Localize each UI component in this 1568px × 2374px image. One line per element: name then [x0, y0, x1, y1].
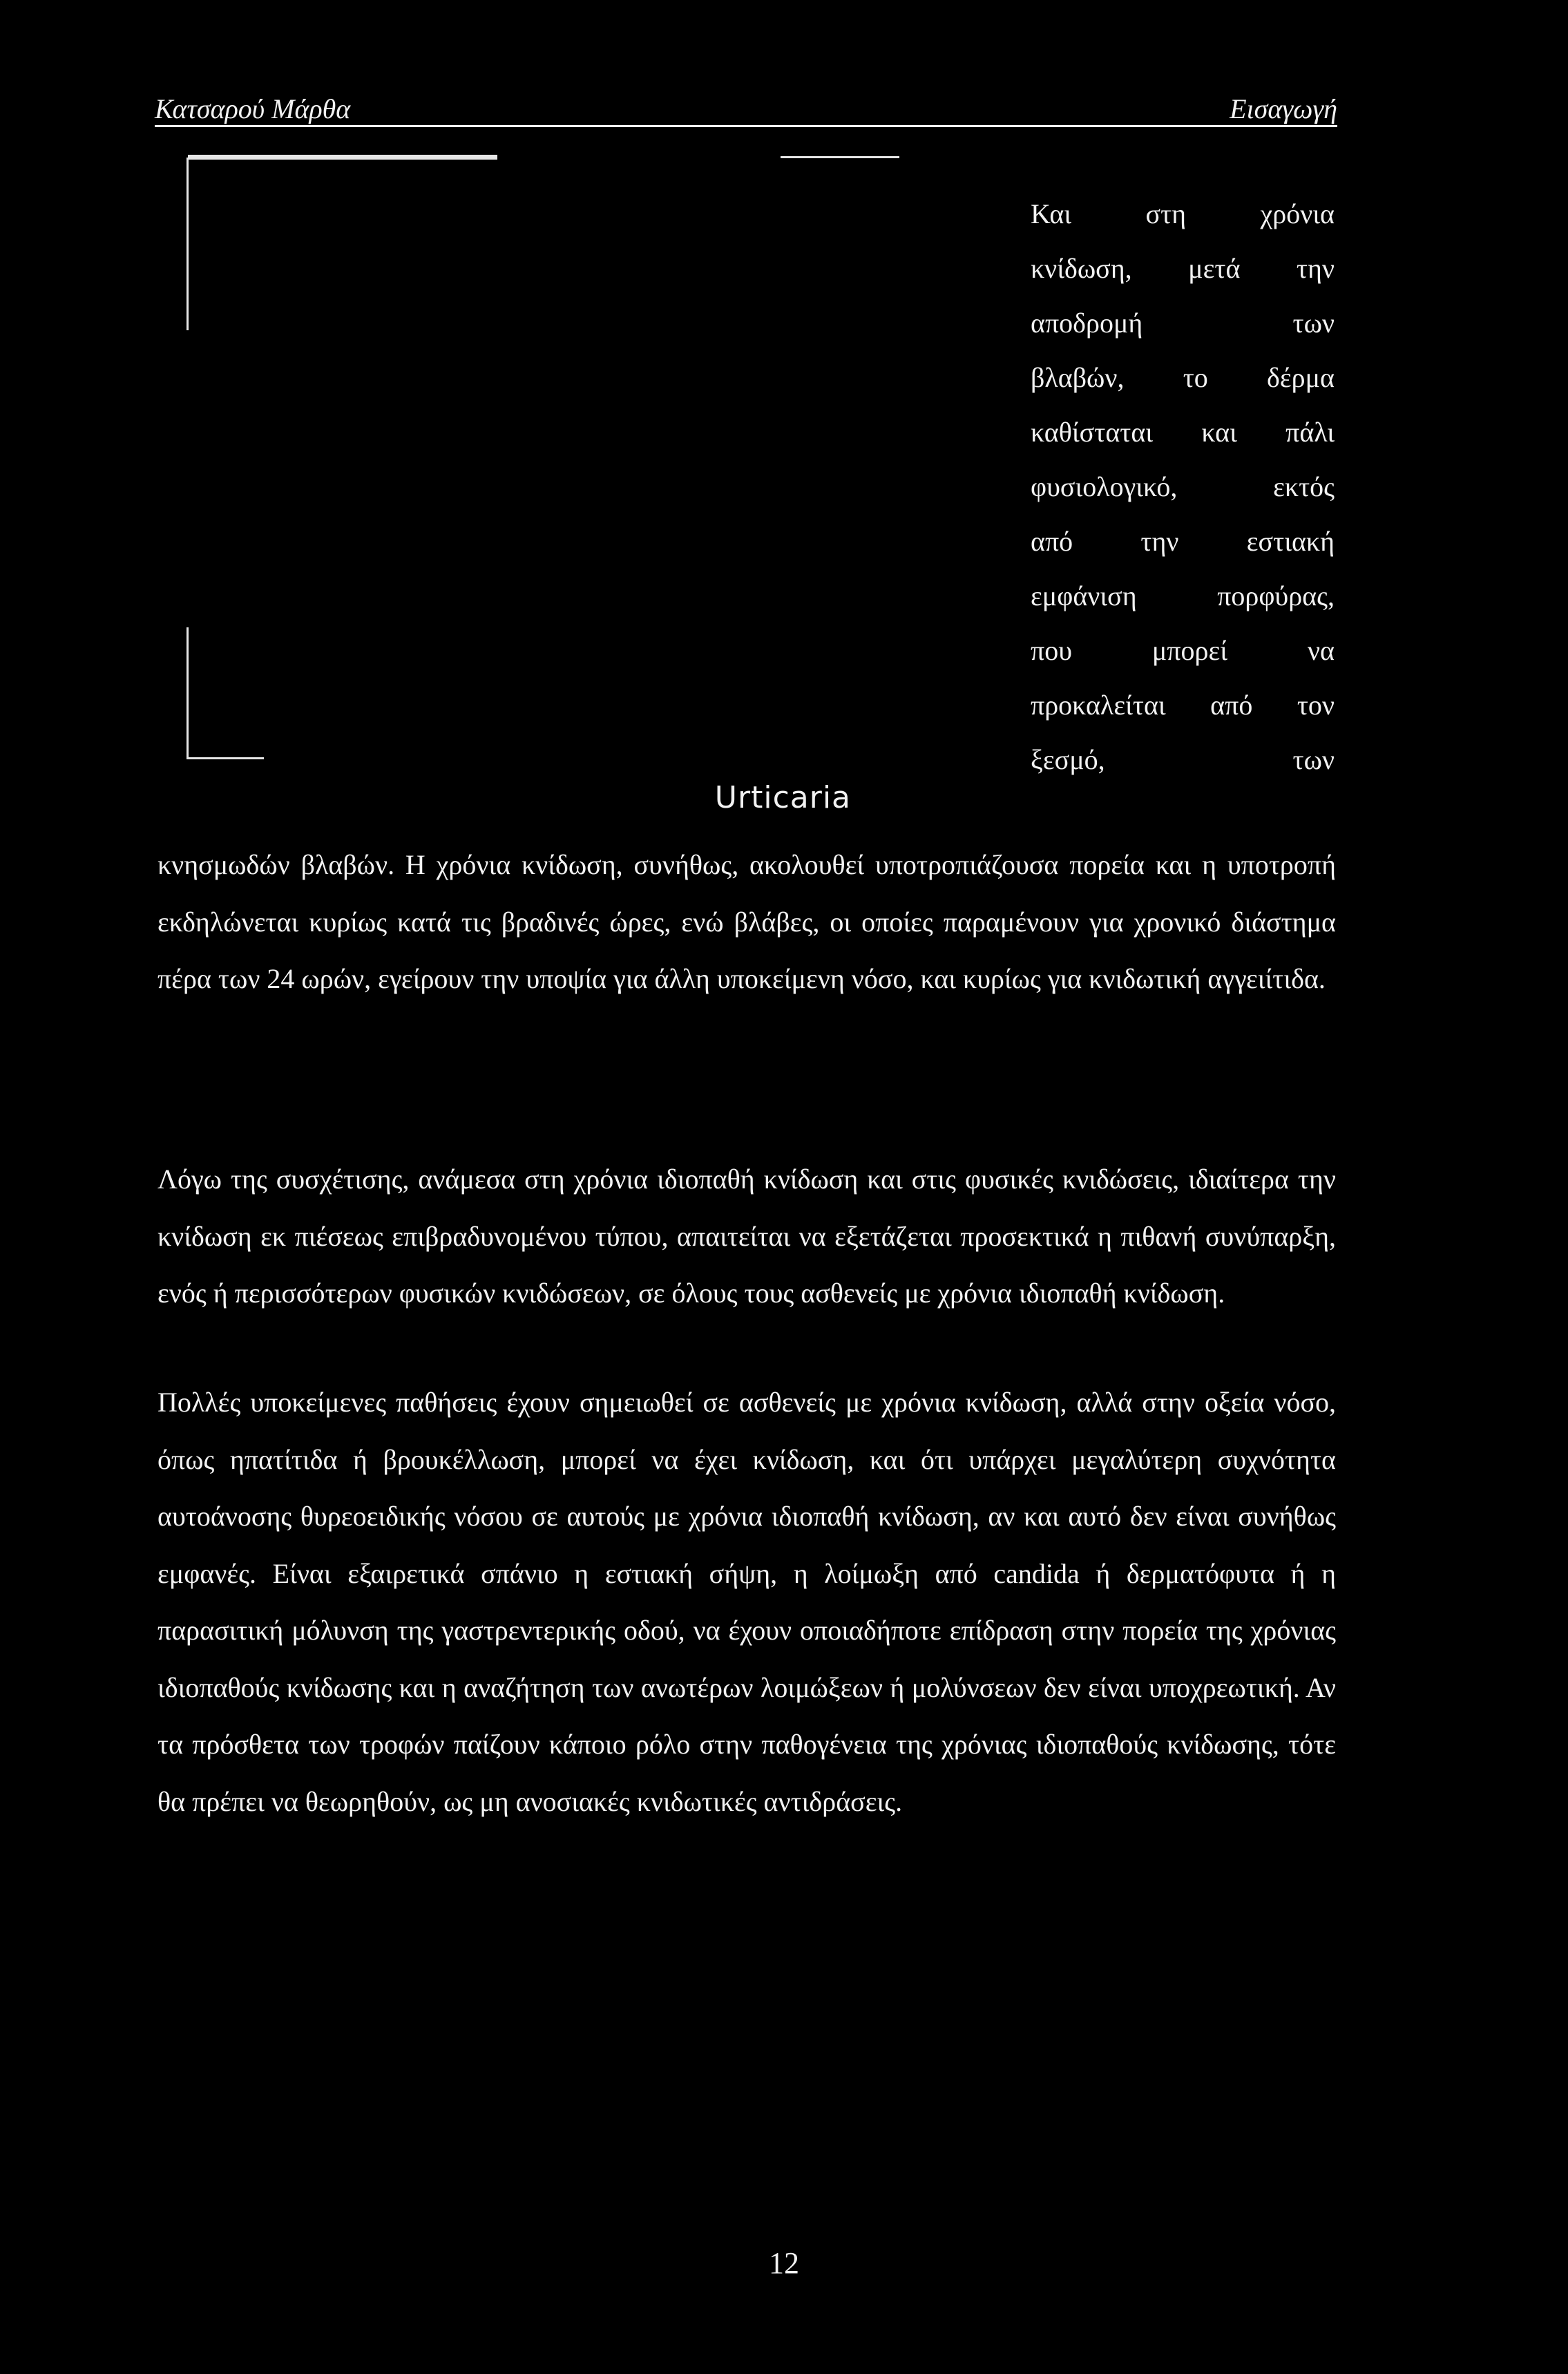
header-rule: [155, 125, 1337, 127]
body-paragraph-2: [157, 1151, 1336, 1322]
paragraph-text: Λόγω της συσχέτισης, ανάμεσα στη χρόνια ιδιοπαθή κνίδωση και στις φυσικές κνιδώσεις, ιδιαίτερα την κνίδωση εκ πιέσεως επιβραδυνομένου τύπου, απαιτείται να εξετάζεται προσεκτικά η πιθανή συνύπαρξη, ενός ή περισσότερων φυσικών κνιδώσεων, σε όλους τους ασθενείς με χρόνια ιδιοπαθή κνίδωση.: [157, 1164, 1336, 1309]
figure-left-rule-upper: [187, 158, 189, 330]
page-number: 12: [769, 2246, 799, 2280]
body-paragraph-3: [157, 1374, 1336, 1830]
side-line: ξεσμό, των: [1031, 744, 1335, 775]
figure-bottom-rule: [187, 757, 264, 759]
side-line: προκαλείται από τον: [1031, 690, 1335, 721]
running-header: [155, 88, 1337, 130]
side-line: από την εστιακή: [1031, 526, 1335, 557]
figure-left-rule-lower: [187, 627, 189, 759]
paragraph-text: κνησμωδών βλαβών. Η χρόνια κνίδωση, συνήθως, ακολουθεί υποτροπιάζουσα πορεία και η υποτροπή εκδηλώνεται κυρίως κατά τις βραδινές ώρες, ενώ βλάβες, οι οποίες παραμένουν για χρονικό διάστημα πέρα των 24 ωρών, εγείρουν την υποψία για άλλη υποκείμενη νόσο, και κυρίως για κνιδωτική αγγειίτιδα.: [157, 849, 1336, 994]
paragraph-text: Πολλές υποκείμενες παθήσεις έχουν σημειωθεί σε ασθενείς με χρόνια κνίδωση, αλλά στην οξεία νόσο, όπως ηπατίτιδα ή βρουκέλλωση, μπορεί να έχει κνίδωση, και ότι υπάρχει μεγαλύτερη συχνότητα αυτοάνοσης θυρεοειδικής νόσου σε αυτούς με χρόνια ιδιοπαθή κνίδωση, αν και αυτό δεν είναι συνήθως εμφανές. Είναι εξαιρετικά σπάνιο η εστιακή σήψη, η λοίμωξη από candida ή δερματόφυτα ή η παρασιτική μόλυνση της γαστρεντερικής οδού, να έχουν οποιαδήποτε επίδραση στην πορεία της χρόνιας ιδιοπαθούς κνίδωσης και η αναζήτηση των ανωτέρων λοιμώξεων ή μολύνσεων δεν είναι υποχρεωτική. Αν τα πρόσθετα των τροφών παίζουν κάποιο ρόλο στην παθογένεια της χρόνιας ιδιοπαθούς κνίδωσης, τότε θα πρέπει να θεωρηθούν, ως μη ανοσιακές κνιδωτικές αντιδράσεις.: [157, 1387, 1336, 1817]
side-line: που μπορεί να: [1031, 635, 1335, 666]
side-text-column: [1031, 187, 1335, 787]
side-line: φυσιολογικό, εκτός: [1031, 471, 1335, 502]
side-line: εμφάνιση πορφύρας,: [1031, 580, 1335, 611]
side-line: Και στη χρόνια: [1031, 198, 1335, 229]
figure-caption: Urticaria: [714, 780, 851, 815]
header-author: Κατσαρού Μάρθα: [155, 93, 351, 124]
figure-top-rule-left: [188, 155, 497, 160]
side-line: καθίσταται και πάλι: [1031, 417, 1335, 448]
side-line: αποδρομή των: [1031, 307, 1335, 339]
header-section: Εισαγωγή: [1230, 93, 1337, 124]
side-line: κνίδωση, μετά την: [1031, 253, 1335, 284]
figure-top-rule-right: [781, 156, 899, 158]
side-line: βλαβών, το δέρμα: [1031, 362, 1335, 393]
body-paragraph-1: [157, 837, 1336, 1008]
urticaria-figure: [181, 151, 906, 821]
